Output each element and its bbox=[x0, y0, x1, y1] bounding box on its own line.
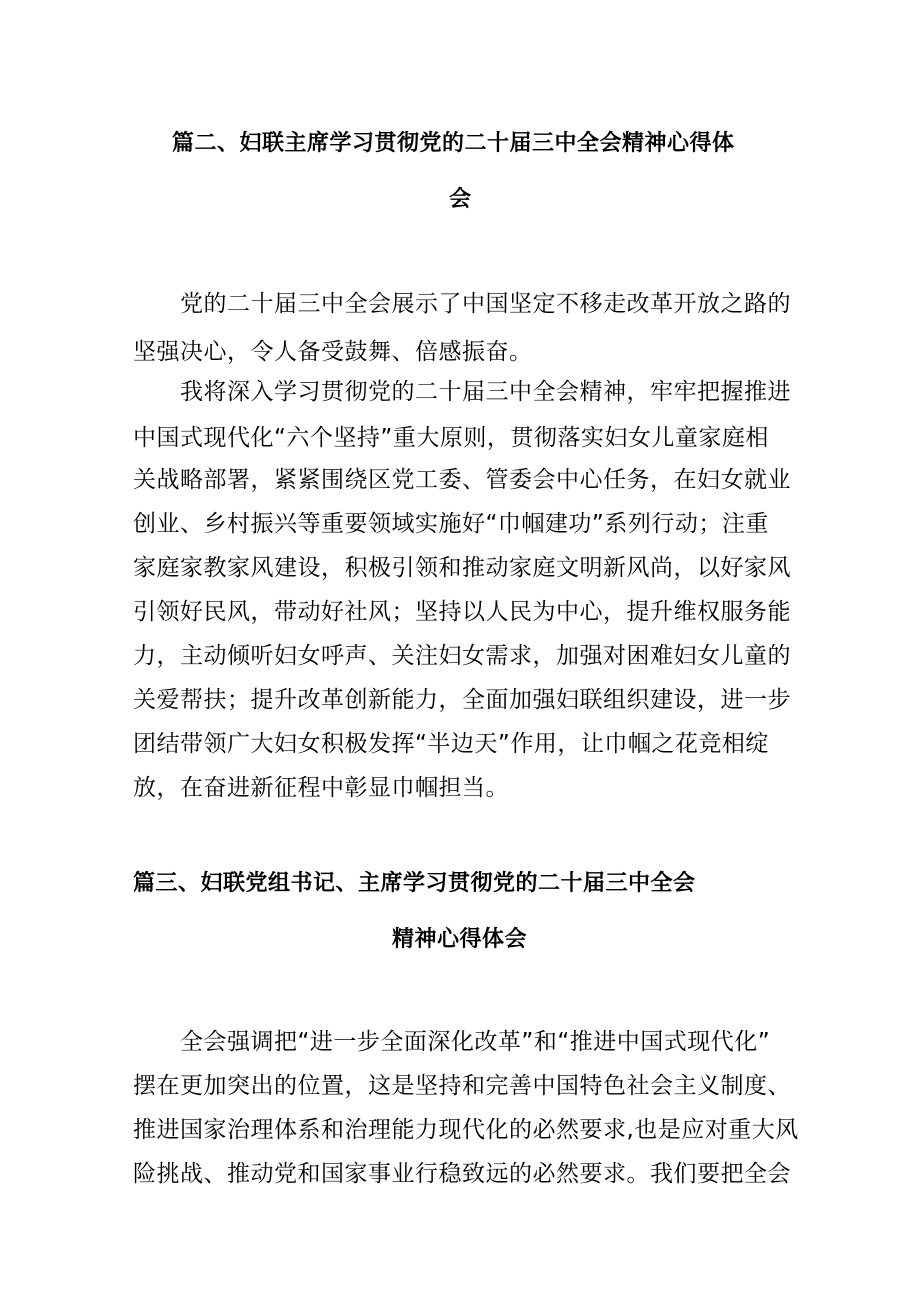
section-3-paragraph-line: 推进国家治理体系和治理能力现代化的必然要求,也是应对重大风 bbox=[133, 1117, 799, 1143]
section-3-paragraph-line: 摆在更加突出的位置，这是坚持和完善中国特色社会主义制度、 bbox=[133, 1073, 791, 1099]
section-3-paragraph-line: 险挑战、推动党和国家事业行稳致远的必然要求。我们要把全会 bbox=[133, 1161, 791, 1187]
section-2-title-line-2: 会 bbox=[449, 187, 472, 212]
section-2-paragraph-line: 创业、乡村振兴等重要领域实施好“巾帼建功”系列行动；注重 bbox=[133, 511, 769, 537]
section-2-paragraph-line: 关战略部署，紧紧围绕区党工委、管委会中心任务，在妇女就业 bbox=[133, 467, 791, 493]
section-2-paragraph-line: 关爱帮扶；提升改革创新能力，全面加强妇联组织建设，进一步 bbox=[133, 687, 791, 713]
section-3-title-line-1: 篇三、妇联党组书记、主席学习贯彻党的二十届三中全会 bbox=[133, 871, 696, 896]
section-2-paragraph-line: 力，主动倾听妇女呼声、关注妇女需求，加强对困难妇女儿童的 bbox=[133, 643, 791, 669]
section-2-paragraph-line: 中国式现代化“六个坚持”重大原则，贯彻落实妇女儿童家庭相 bbox=[133, 425, 769, 451]
section-2-paragraph-line: 坚强决心，令人备受鼓舞、倍感振奋。 bbox=[133, 339, 533, 365]
section-2-paragraph-line: 引领好民风，带动好社风；坚持以人民为中心，提升维权服务能 bbox=[133, 599, 791, 625]
section-2-paragraph-line: 团结带领广大妇女积极发挥“半边天”作用，让巾帼之花竞相绽 bbox=[133, 731, 769, 757]
section-2-paragraph-line: 我将深入学习贯彻党的二十届三中全会精神，牢牢把握推进 bbox=[180, 379, 791, 405]
section-2-title-line-1: 篇二、妇联主席学习贯彻党的二十届三中全会精神心得体 bbox=[172, 131, 735, 156]
section-2-paragraph-line: 家庭家教家风建设，积极引领和推动家庭文明新风尚，以好家风 bbox=[133, 555, 791, 581]
section-2-paragraph-line: 放，在奋进新征程中彰显巾帼担当。 bbox=[133, 775, 509, 801]
section-2-paragraph-line: 党的二十届三中全会展示了中国坚定不移走改革开放之路的 bbox=[180, 291, 791, 317]
section-3-title-line-2: 精神心得体会 bbox=[392, 927, 528, 952]
section-3-paragraph-line: 全会强调把“进一步全面深化改革”和“推进中国式现代化” bbox=[180, 1029, 771, 1055]
